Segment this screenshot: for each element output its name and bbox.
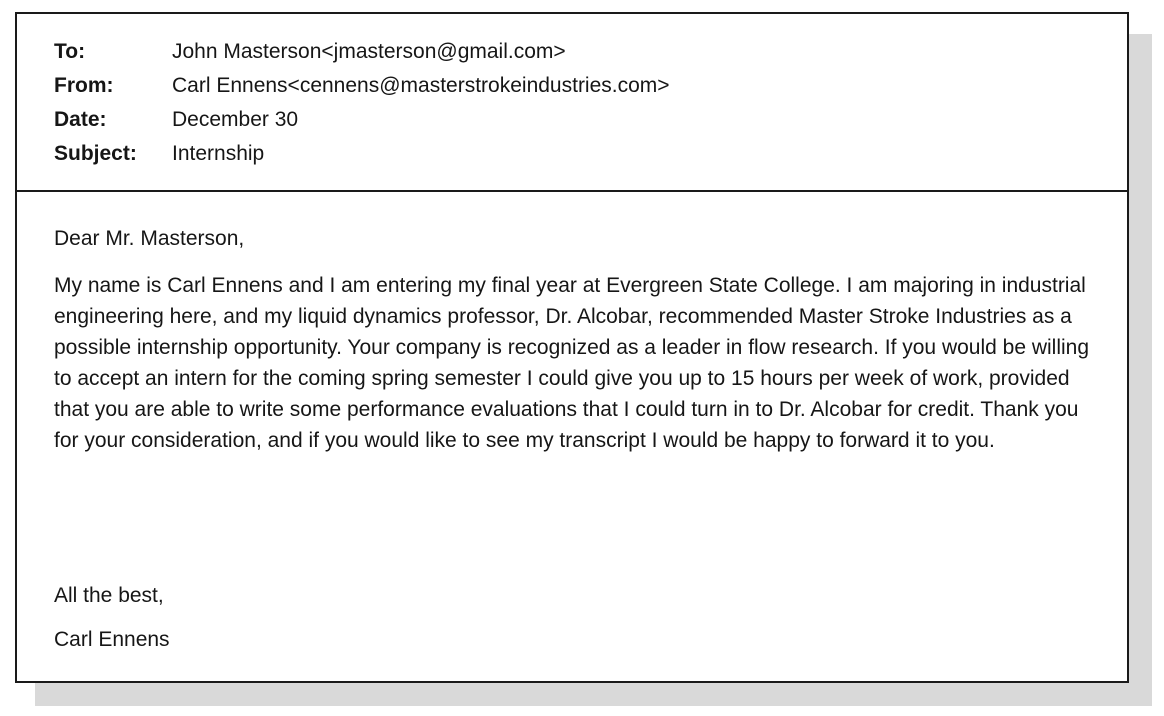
date-label: Date: (54, 108, 107, 131)
email-card (15, 12, 1129, 683)
from-label: From: (54, 74, 114, 97)
subject-label: Subject: (54, 142, 137, 165)
date-value: December 30 (172, 108, 299, 131)
closing: All the best, (54, 584, 164, 607)
from-value: Carl Ennens<cennens@masterstrokeindustries.com> (172, 74, 670, 97)
to-value: John Masterson<jmasterson@gmail.com> (172, 40, 566, 63)
greeting: Dear Mr. Masterson, (54, 227, 245, 250)
signature: Carl Ennens (54, 628, 170, 651)
to-label: To: (54, 40, 86, 63)
email-header (17, 14, 1127, 192)
subject-value: Internship (172, 142, 265, 165)
message-paragraph: My name is Carl Ennens and I am entering my final year at Evergreen State College. I am majoring in industrial engineering here, and my liquid dynamics professor, Dr. Alcobar, recommended Master Stroke Industries as a possible internship opportunity. Your company is recognized as a leader in flow research. If you would be willing to accept an intern for the coming spring semester I could give you up to 15 hours per week of work, provided that you are able to write some performance evaluations that I could turn in to Dr. Alcobar for credit. Thank you for your consideration, and if you would like to see my transcript I would be happy to forward it to you. (54, 274, 1090, 453)
